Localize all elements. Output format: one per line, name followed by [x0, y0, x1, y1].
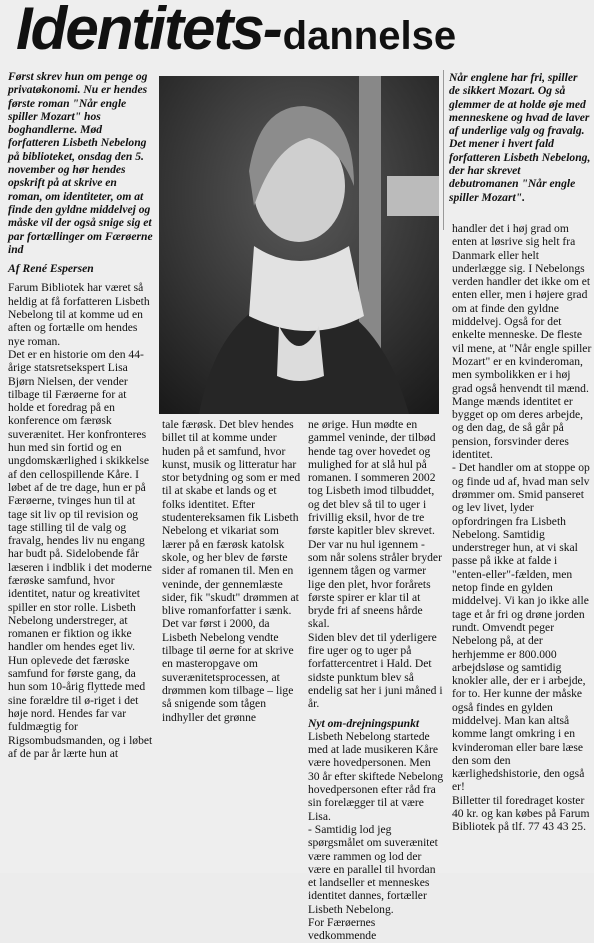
column-1-text: Farum Bibliotek har været så heldig at få forfatteren Lisbeth Nebelong til at komme ud en aften og fortælle om hendes nye roman. Det er en historie om den 44-årige statsretsekspert Lisa Bjørn Nielsen, der vender tilbage til Færøerne for at holde et foredrag på en konference om færøsk suverænitet. Her konfronteres hun med sin fortid og en ungdomskærlighed i skikkelse af den cellospillende Kåre. I løbet af de tre dage, hun er på Færøerne, tvinges hun til at tage sit liv op til revision og tage stilling til de valg og fravalg, hendes liv nu engang har budt på. Sidelobende får læseren i indblik i det moderne færøske samfund, hvor identitet, natur og kreativitet spiller en stor rolle. Lisbeth Nebelong understreger, at romanen er fiktion og ikke handler om hendes eget liv. Hun oplevede det færøske samfund for første gang, da hun som 10-årig flyttede med sine forældre til ø-riget i det høje nord. Hendes far var fuldmægtig for Rigsombudsmanden, og i løbet af de par år lærte hun at	[8, 281, 153, 760]
pullquote-divider	[443, 70, 444, 230]
author-photo	[159, 76, 439, 414]
column-3b-text: Lisbeth Nebelong startede med at lade musikeren Kåre være hovedpersonen. Men 30 år efter skiftede Nebelong hovedpersonen efter råd fra sin forelægger til at være Lisa. - Samtidig lod jeg spørgsmålet om suverænitet være rammen og lod der være en parallel til hvordan et landseller et menneskes identitet dannes, fortæller Lisbeth Nebelong. For Færøernes vedkommende	[308, 729, 444, 943]
column-2-text: tale færøsk. Det blev hendes billet til at komme under huden på et samfund, hvor kunst, musik og litteratur har stor betydning og som er med til at skabe et lands og et folks identitet. Efter studentereksamen fik Lisbeth Nebelong et vikariat som lærer på en færøsk katolsk skole, og her blev de første sider af romanen til. Men en veninde, der gennemlæste sider, fik "skudt" drømmen at blive romanforfatter i sænk. Det var først i 2000, da Lisbeth Nebelong vendte tilbage til øerne for at skrive en masteropgave om suverænitetsprocessen, at drømmen kom tilbage – lige så snigende som tågen indhyller det grønne	[162, 418, 301, 724]
portrait-image	[159, 76, 439, 414]
column-3	[308, 418, 444, 943]
pullquote: Når englene har fri, spiller de sikkert Mozart. Og så glemmer de at holde øje med menneskene og hvad de laver af underlige valg og fravalg. Det mener i hvert fald forfatteren Lisbeth Nebelong, der har skrevet debutromanen "Når engle spiller Mozart".	[449, 71, 591, 204]
byline: Af René Espersen	[8, 262, 94, 276]
column-1	[8, 70, 154, 760]
headline-main: Identitets-	[16, 0, 281, 62]
column-3-text: ne ørige. Hun mødte en gammel veninde, der tilbød hende tag over hovedet og mulighed for at slå hul på romanen. I sommeren 2002 tog Lisbeth imod tilbuddet, og det blev så til to uger i frivillig eksil, hvor de tre første kapitler blev skrevet. Der var nu hul igennem - som når solens stråler bryder igennem tågen og varmer lige den plet, hvor forårets første spirer er klar til at bryde fri af sneens hårde skal. Siden blev det til yderligere fire uger og to uger på forfattercentret i Hald. Det sidste punktum blev så endelig sat her i juni måned i år.	[308, 418, 443, 711]
headline	[16, 0, 456, 63]
headline-rest: dannelse	[282, 14, 457, 58]
column-4	[452, 222, 592, 834]
column-4-text: handler det i høj grad om enten at løsrive sig helt fra Danmark eller helt underlægge sig. I Nebelongs verden handler det ikke om et enten eller, men i højere grad om at finde den gyldne middelvej. Også for det enkelte menneske. De fleste vil mene, at "Når engle spiller Mozart" er en kvinderoman, men symbolikken er i høj grad også henvendt til mænd. Mange mænds identitet er bygget op om deres arbejde, og den dag, de så går på pension, forsvinder deres identitet. - Det handler om at stoppe op og finde ud af, hvad man selv drømmer om. Smid panseret og lev livet, lyder opfordringen fra Lisbeth Nebelong. Samtidig understreger hun, at vi skal passe på ikke at falde i "enten-eller"-fælden, men netop finde en gylden middelvej. Vi kan jo ikke alle tage et år fri og drøne jorden rundt. Omvendt peger Nebelong på, at der herhjemme er 800.000 arbejdsløse og samtidig knokler alle, der er i arbejde, for to. Her kunne der måske også findes en gylden middelvej. Man kan altså komme langt omkring i en kvinderoman eller bare læse den som den kærlighedshistorie, den også er! Billetter til foredraget koster 40 kr. og kan købes på Farum Bibliotek på tlf. 77 43 43 25.	[452, 222, 592, 834]
intro-text: Først skrev hun om penge og privatøkonomi. Nu er hendes første roman "Når engle spiller Mozart" hos boghandlerne. Mød forfatteren Lisbeth Nebelong på biblioteket, onsdag den 5. november og hør hendes opskrift på at skrive en roman, om identiteter, om at finde den gyldne middelvej og måske vil der også snige sig et par fortællinger om Færøerne ind	[8, 70, 153, 256]
subheading: Nyt om-drejningspunkt	[308, 716, 420, 730]
column-2	[162, 418, 302, 724]
